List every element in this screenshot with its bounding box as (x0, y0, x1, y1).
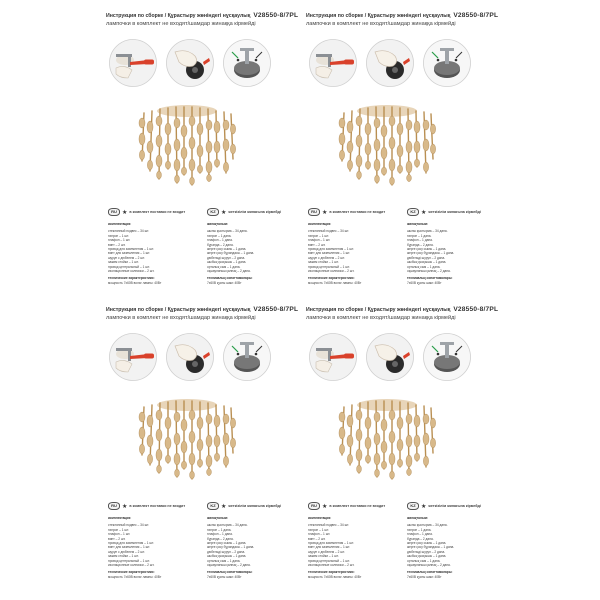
header-title: Инструкция по сборке / Құрастыру жөніндегі нұсқаулық (106, 307, 251, 313)
ru-note: в комплект поставки не входит (329, 504, 386, 508)
list-item: винт для заземления – 1 шт. (308, 545, 351, 550)
list-item: оқшаулағыш қалпақ – 2 дана. (407, 269, 451, 274)
kz-note: жеткізілім жинағына кірмейді (428, 210, 481, 214)
ru-specs (308, 222, 394, 285)
ru-tech-value: мощность 7x60B вольт лампы: 40Bт (108, 574, 162, 579)
kz-language-row (407, 502, 481, 512)
screwdriver-ceiling-mount-icon (308, 38, 358, 88)
list-item: плафон – 1 шт. (308, 238, 331, 243)
list-item: орталық сым – 1 дана. (207, 558, 241, 563)
model-number: V28550-8/7PL (453, 12, 499, 19)
ru-kit-title: комплектация: (108, 516, 132, 520)
kz-specs (207, 222, 293, 285)
star-icon: ★ (122, 503, 128, 510)
list-item: провод центральный – 1 шт. (108, 558, 150, 563)
list-item: жерге қосу бұрандасы – 1 дана. (207, 251, 255, 256)
instruction-panel (106, 12, 302, 285)
panel-header (306, 12, 502, 28)
kz-badge: KZ (407, 502, 419, 510)
kz-language-row (207, 502, 281, 512)
list-item: орталық сым – 1 дана. (207, 264, 241, 269)
list-item: шуруп с дюбелем – 2 шт. (108, 255, 145, 260)
canopy-mounting-plate-icon (222, 332, 272, 382)
list-item: шыны қыстырма – 34 дана. (407, 229, 448, 234)
list-item: винт – 2 шт. (108, 242, 126, 247)
list-item: плафон – 1 шт. (108, 532, 131, 537)
list-item: дюбельді шуруп – 2 дана. (207, 255, 246, 260)
list-item: стеклянный подвес – 34 шт. (108, 229, 150, 234)
kz-badge: KZ (207, 208, 219, 216)
kz-badge: KZ (407, 208, 419, 216)
assembly-steps (108, 38, 284, 90)
list-item: патрон – 1 дана. (407, 233, 432, 238)
list-item: орталық сым – 1 дана. (407, 558, 441, 563)
instruction-panel (306, 12, 502, 285)
chandelier-icon (334, 393, 440, 483)
list-item: провод центральный – 1 шт. (308, 558, 350, 563)
canopy-mounting-plate-icon (222, 38, 272, 88)
list-item: жерге қосу бұрандасы – 1 дана. (407, 545, 455, 550)
list-item: шуруп с дюбелем – 2 шт. (308, 549, 345, 554)
list-item: шуруп с дюбелем – 2 шт. (308, 255, 345, 260)
ru-tech-title: технические характеристики: (308, 570, 355, 575)
kz-specs (207, 516, 293, 579)
list-item: бұранда – 2 дана. (207, 242, 234, 247)
list-item: дюбельді шуруп – 2 дана. (207, 549, 246, 554)
list-item: бұранда – 2 дана. (407, 242, 434, 247)
kz-kit-title: жинақталым: (207, 222, 229, 226)
list-item: провод для заземления – 1 шт. (308, 541, 354, 546)
list-item: изоляционные колпачки – 2 шт. (108, 563, 155, 568)
header-subtitle: лампочки в комплект не входят/шамдар жинаққа кірмейді (106, 315, 256, 321)
list-item: шыны қыстырма – 34 дана. (407, 523, 448, 528)
list-item: жерге қосу сымы – 1 дана. (207, 541, 247, 546)
ru-tech-value: мощность 7x60B вольт лампы: 40Bт (308, 280, 362, 285)
ru-kit-title: комплектация: (308, 222, 332, 226)
ru-tech-title: технические характеристики: (108, 570, 155, 575)
kz-language-row (407, 208, 481, 218)
header-title: Инструкция по сборке / Құрастыру жөніндегі нұсқаулық (306, 307, 451, 313)
gloved-hand-icon (365, 332, 415, 382)
panel-header (306, 306, 502, 322)
list-item: орталық сым – 1 дана. (407, 264, 441, 269)
list-item: жерге қосу бұрандасы – 1 дана. (407, 251, 455, 256)
canopy-mounting-plate-icon (422, 38, 472, 88)
list-item: зажим стойки – 1 шт. (108, 260, 139, 265)
list-item: изоляционные колпачки – 2 шт. (308, 563, 355, 568)
kz-tech-title: техникалық сипаттамалары: (407, 570, 453, 575)
star-icon: ★ (421, 209, 427, 216)
ru-tech-value: мощность 7x60B вольт лампы: 40Bт (308, 574, 362, 579)
list-item: стеклянный подвес – 34 шт. (308, 229, 350, 234)
list-item: патрон – 1 дана. (207, 527, 232, 532)
list-item: стеклянный подвес – 34 шт. (308, 523, 350, 528)
gloved-hand-icon (165, 332, 215, 382)
kz-tech-title: техникалық сипаттамалары: (207, 570, 253, 575)
list-item: патрон – 1 шт. (108, 527, 129, 532)
list-item: оқшаулағыш қалпақ – 2 дана. (407, 563, 451, 568)
kz-tech-value: 7x60B қуаты шам: 40Bт (407, 574, 442, 579)
list-item: бұранда – 2 дана. (207, 536, 234, 541)
star-icon: ★ (221, 209, 227, 216)
kz-specs (407, 516, 493, 579)
list-item: зажим стойки – 1 шт. (108, 554, 139, 559)
list-item: стеклянный подвес – 34 шт. (108, 523, 150, 528)
kz-tech-title: техникалық сипаттамалары: (407, 276, 453, 281)
model-number: V28550-8/7PL (253, 12, 299, 19)
list-item: винт – 2 шт. (308, 242, 326, 247)
ru-kit-title: комплектация: (308, 516, 332, 520)
list-item: дюбельді шуруп – 2 дана. (407, 255, 446, 260)
ru-note: в комплект поставки не входит (129, 210, 186, 214)
ru-tech-title: технические характеристики: (308, 276, 355, 281)
list-item: жерге қосу сымы – 1 дана. (407, 541, 447, 546)
list-item: провод для заземления – 1 шт. (108, 247, 154, 252)
kz-kit-title: жинақталым: (407, 516, 429, 520)
canopy-mounting-plate-icon (422, 332, 472, 382)
header-title: Инструкция по сборке / Құрастыру жөніндегі нұсқаулық (106, 13, 251, 19)
list-item: шыны қыстырма – 34 дана. (207, 523, 248, 528)
assembly-steps (108, 332, 284, 384)
kz-tech-title: техникалық сипаттамалары: (207, 276, 253, 281)
kz-note: жеткізілім жинағына кірмейді (428, 504, 481, 508)
list-item: провод центральный – 1 шт. (308, 264, 350, 269)
list-item: плафон – 1 шт. (308, 532, 331, 537)
kz-note: жеткізілім жинағына кірмейді (228, 210, 281, 214)
star-icon: ★ (421, 503, 427, 510)
list-item: провод для заземления – 1 шт. (308, 247, 354, 252)
assembly-steps (308, 38, 484, 90)
header-subtitle: лампочки в комплект не входят/шамдар жинаққа кірмейді (306, 315, 456, 321)
screwdriver-ceiling-mount-icon (108, 332, 158, 382)
list-item: изоляционные колпачки – 2 шт. (108, 269, 155, 274)
ru-language-row (308, 502, 385, 512)
list-item: жерге қосу сымы – 1 дана. (407, 247, 447, 252)
chandelier-icon (134, 393, 240, 483)
ru-badge: RU (308, 208, 320, 216)
instruction-panel (106, 306, 302, 579)
list-item: патрон – 1 шт. (108, 233, 129, 238)
chandelier-icon (334, 99, 440, 189)
list-item: оқшаулағыш қалпақ – 2 дана. (207, 563, 251, 568)
list-item: винт для заземления – 1 шт. (308, 251, 351, 256)
model-number: V28550-8/7PL (453, 306, 499, 313)
kz-kit-title: жинақталым: (207, 516, 229, 520)
ru-language-row (108, 208, 185, 218)
list-item: провод для заземления – 1 шт. (108, 541, 154, 546)
screwdriver-ceiling-mount-icon (108, 38, 158, 88)
ru-specs (108, 516, 194, 579)
kz-specs (407, 222, 493, 285)
instruction-panel (306, 306, 502, 579)
list-item: плафон – 1 дана. (407, 238, 433, 243)
list-item: шыны қыстырма – 34 дана. (207, 229, 248, 234)
ru-language-row (308, 208, 385, 218)
header-subtitle: лампочки в комплект не входят/шамдар жинаққа кірмейді (106, 21, 256, 27)
assembly-steps (308, 332, 484, 384)
star-icon: ★ (122, 209, 128, 216)
model-number: V28550-8/7PL (253, 306, 299, 313)
list-item: патрон – 1 дана. (407, 527, 432, 532)
ru-kit-title: комплектация: (108, 222, 132, 226)
list-item: шыбық қысқышы – 1 дана. (407, 260, 447, 265)
screwdriver-ceiling-mount-icon (308, 332, 358, 382)
star-icon: ★ (221, 503, 227, 510)
ru-specs (108, 222, 194, 285)
kz-note: жеткізілім жинағына кірмейді (228, 504, 281, 508)
header-subtitle: лампочки в комплект не входят/шамдар жинаққа кірмейді (306, 21, 456, 27)
kz-tech-value: 7x60B қуаты шам: 40Bт (407, 280, 442, 285)
list-item: жерге қосу сымы – 1 дана. (207, 247, 247, 252)
list-item: плафон – 1 дана. (207, 238, 233, 243)
kz-badge: KZ (207, 502, 219, 510)
chandelier-icon (134, 99, 240, 189)
list-item: патрон – 1 шт. (308, 233, 329, 238)
list-item: шыбық қысқышы – 1 дана. (207, 554, 247, 559)
list-item: жерге қосу бұрандасы – 1 дана. (207, 545, 255, 550)
list-item: дюбельді шуруп – 2 дана. (407, 549, 446, 554)
ru-language-row (108, 502, 185, 512)
header-title: Инструкция по сборке / Құрастыру жөніндегі нұсқаулық (306, 13, 451, 19)
ru-badge: RU (108, 502, 120, 510)
list-item: винт для заземления – 1 шт. (108, 251, 151, 256)
list-item: бұранда – 2 дана. (407, 536, 434, 541)
kz-kit-title: жинақталым: (407, 222, 429, 226)
ru-tech-value: мощность 7x60B вольт лампы: 40Bт (108, 280, 162, 285)
kz-tech-value: 7x60B қуаты шам: 40Bт (207, 280, 242, 285)
list-item: патрон – 1 дана. (207, 233, 232, 238)
list-item: зажим стойки – 1 шт. (308, 554, 339, 559)
panel-header (106, 306, 302, 322)
list-item: оқшаулағыш қалпақ – 2 дана. (207, 269, 251, 274)
list-item: винт – 2 шт. (308, 536, 326, 541)
kz-language-row (207, 208, 281, 218)
list-item: провод центральный – 1 шт. (108, 264, 150, 269)
list-item: шыбық қысқышы – 1 дана. (207, 260, 247, 265)
list-item: шыбық қысқышы – 1 дана. (407, 554, 447, 559)
ru-note: в комплект поставки не входит (129, 504, 186, 508)
ru-tech-title: технические характеристики: (108, 276, 155, 281)
ru-specs (308, 516, 394, 579)
star-icon: ★ (322, 209, 328, 216)
ru-badge: RU (108, 208, 120, 216)
panel-header (106, 12, 302, 28)
gloved-hand-icon (365, 38, 415, 88)
ru-note: в комплект поставки не входит (329, 210, 386, 214)
list-item: винт для заземления – 1 шт. (108, 545, 151, 550)
list-item: зажим стойки – 1 шт. (308, 260, 339, 265)
list-item: плафон – 1 дана. (207, 532, 233, 537)
kz-tech-value: 7x60B қуаты шам: 40Bт (207, 574, 242, 579)
list-item: плафон – 1 шт. (108, 238, 131, 243)
list-item: винт – 2 шт. (108, 536, 126, 541)
list-item: изоляционные колпачки – 2 шт. (308, 269, 355, 274)
list-item: патрон – 1 шт. (308, 527, 329, 532)
gloved-hand-icon (165, 38, 215, 88)
list-item: плафон – 1 дана. (407, 532, 433, 537)
ru-badge: RU (308, 502, 320, 510)
star-icon: ★ (322, 503, 328, 510)
list-item: шуруп с дюбелем – 2 шт. (108, 549, 145, 554)
